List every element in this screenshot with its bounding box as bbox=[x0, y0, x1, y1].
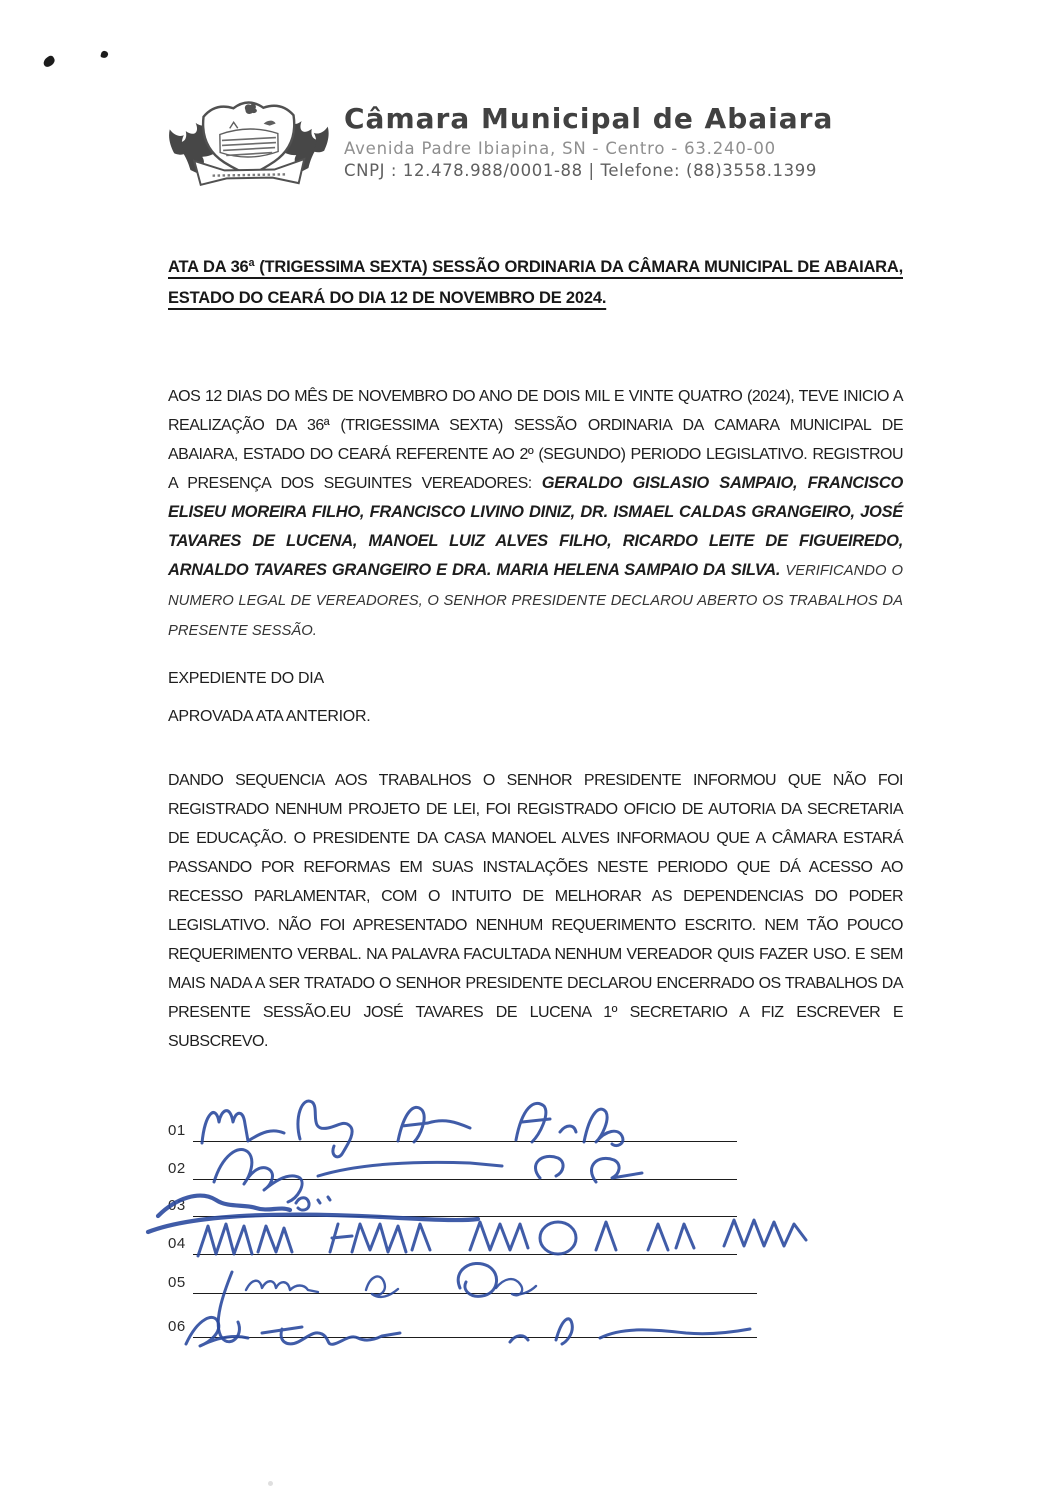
handwritten-signature-06 bbox=[186, 1317, 750, 1346]
signature-line bbox=[193, 1179, 737, 1180]
aprovada-ata-line: APROVADA ATA ANTERIOR. bbox=[168, 708, 371, 725]
signature-line bbox=[193, 1337, 757, 1338]
paragraph1-closing: VERIFICANDO O NUMERO LEGAL DE VEREADORES, O SENHOR PRESIDENTE DECLAROU ABERTO OS TRABALHOS DA PRESENTE SESSÃO. bbox=[168, 563, 903, 639]
expediente-heading: EXPEDIENTE DO DIA bbox=[168, 670, 324, 687]
handwritten-signature-05 bbox=[218, 1263, 536, 1341]
ink-speck bbox=[42, 55, 57, 69]
ink-speck bbox=[268, 1481, 273, 1486]
paragraph1-intro: AOS 12 DIAS DO MÊS DE NOVEMBRO DO ANO DE DOIS MIL E VINTE QUATRO (2024), TEVE INICIO A REALIZAÇÃO DA 36ª (TRIGESSIMA SEXTA) SESSÃO ORDINARIA DA CAMARA MUNICIPAL DE ABAIARA, ESTADO DO CEARÁ REFERENTE AO 2º (SEGUNDO) PERIODO LEGISLATIVO. REGISTROU A PRESENÇA DOS SEGUINTES VEREADORES: bbox=[168, 388, 903, 492]
signature-number: 01 bbox=[168, 1122, 186, 1139]
cnpj-phone-line: CNPJ : 12.478.988/0001-88 | Telefone: (88)3558.1399 bbox=[344, 161, 817, 180]
crest-shield bbox=[203, 102, 295, 176]
signature-line bbox=[193, 1254, 737, 1255]
address-line: Avenida Padre Ibiapina, SN - Centro - 63.240-00 bbox=[344, 139, 776, 158]
organization-name: Câmara Municipal de Abaiara bbox=[344, 102, 834, 135]
municipal-crest bbox=[159, 92, 339, 193]
signature-number: 02 bbox=[168, 1160, 186, 1177]
signature-line bbox=[193, 1216, 737, 1217]
signature-number: 05 bbox=[168, 1274, 186, 1291]
handwritten-signature-01 bbox=[202, 1101, 623, 1157]
handwritten-signature-04 bbox=[198, 1220, 806, 1256]
opening-paragraph bbox=[168, 382, 903, 646]
handwritten-signature-02 bbox=[214, 1150, 642, 1202]
signature-number: 06 bbox=[168, 1318, 186, 1335]
signature-line bbox=[193, 1293, 757, 1294]
handwritten-signature-03 bbox=[148, 1196, 478, 1232]
signature-number: 03 bbox=[168, 1197, 186, 1214]
letterhead bbox=[344, 102, 833, 180]
signature-number: 04 bbox=[168, 1235, 186, 1252]
proceedings-paragraph: DANDO SEQUENCIA AOS TRABALHOS O SENHOR PRESIDENTE INFORMOU QUE NÃO FOI REGISTRADO NENHUM PROJETO DE LEI, FOI REGISTRADO OFICIO DE AUTORIA DA SECRETARIA DE EDUCAÇÃO. O PRESIDENTE DA CASA MANOEL ALVES INFORMAOU QUE A CÂMARA ESTARÁ PASSANDO POR REFORMAS EM SUAS INSTALAÇÕES NESTE PERIODO QUE DÁ ACESSO AO RECESSO PARLAMENTAR, COM O INTUITO DE MELHORAR AS DEPENDENCIAS DO PODER LEGISLATIVO. NÃO FOI APRESENTADO NENHUM REQUERIMENTO ESCRITO. NEM TÃO POUCO REQUERIMENTO VERBAL. NA PALAVRA FACULTADA NENHUM VEREADOR QUIS FAZER USO. E SEM MAIS NADA A SER TRATADO O SENHOR PRESIDENTE DECLAROU ENCERRADO OS TRABALHOS DA PRESENTE SESSÃO.EU JOSÉ TAVARES DE LUCENA 1º SECRETARIO A FIZ ESCREVER E SUBSCREVO. bbox=[168, 772, 903, 1050]
ink-speck bbox=[100, 50, 109, 59]
signature-line bbox=[193, 1141, 737, 1142]
document-title: ATA DA 36ª (TRIGESSIMA SEXTA) SESSÃO ORDINARIA DA CÂMARA MUNICIPAL DE ABAIARA, ESTADO DO CEARÁ DO DIA 12 DE NOVEMBRO DE 2024. bbox=[168, 258, 903, 307]
paragraph1-vereadores-names: GERALDO GISLASIO SAMPAIO, FRANCISCO ELISEU MOREIRA FILHO, FRANCISCO LIVINO DINIZ, DR. ISMAEL CALDAS GRANGEIRO, JOSÉ TAVARES DE LUCENA, MANOEL LUIZ ALVES FILHO, RICARDO LEITE DE FIGUEIREDO, ARNALDO TAVARES GRANGEIRO E DRA. MARIA HELENA SAMPAIO DA SILVA. bbox=[168, 474, 904, 579]
